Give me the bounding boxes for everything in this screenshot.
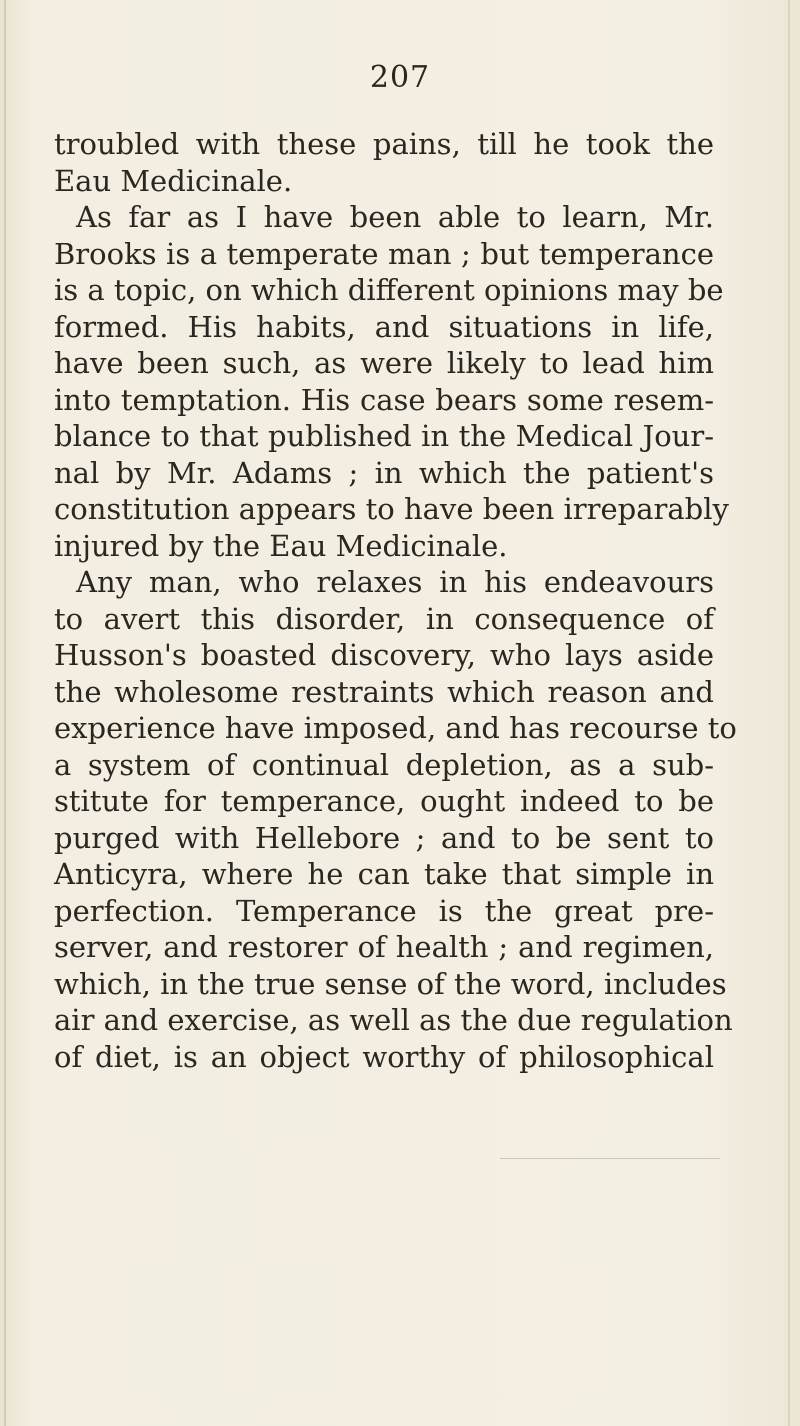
text-line: have been such, as were likely to lead him [54, 346, 714, 380]
text-line: which, in the true sense of the word, includes [54, 966, 727, 1001]
text-line: Eau Medicinale. [54, 163, 293, 198]
text-line: perfection. Temperance is the great pre- [54, 893, 714, 928]
page-right-edge [788, 0, 790, 1426]
text-line: the wholesome restraints which reason and [54, 674, 714, 709]
text-line: is a topic, on which different opinions may be [54, 273, 724, 307]
text-line: As far as I have been able to learn, Mr. [76, 200, 714, 234]
text-line: stitute for temperance, ought indeed to be [54, 784, 714, 818]
text-line: of diet, is an object worthy of philosophical [54, 1039, 714, 1074]
text-line: Husson's boasted discovery, who lays aside [54, 638, 714, 672]
text-line: to avert this disorder, in consequence of [54, 601, 714, 636]
text-line: air and exercise, as well as the due regulation [54, 1003, 733, 1037]
text-line: formed. His habits, and situations in life, [54, 309, 714, 344]
bleed-through-mark [500, 1158, 720, 1159]
text-line: server, and restorer of health ; and regimen, [54, 930, 714, 964]
text-line: Any man, who relaxes in his endeavours [76, 565, 714, 599]
text-line: into temptation. His case bears some resem- [54, 382, 714, 417]
text-line: Anticyra, where he can take that simple in [54, 857, 714, 891]
page-left-edge [4, 0, 6, 1426]
text-line: constitution appears to have been irreparably [54, 492, 729, 526]
text-line: nal by Mr. Adams ; in which the patient's [54, 455, 714, 490]
text-line: blance to that published in the Medical Jour- [54, 419, 714, 453]
text-line: purged with Hellebore ; and to be sent to [54, 820, 714, 855]
page-number: 207 [369, 60, 431, 95]
text-line: injured by the Eau Medicinale. [54, 528, 508, 563]
text-line: Brooks is a temperate man ; but temperance [54, 236, 714, 271]
body-text [54, 126, 737, 1075]
text-line: a system of continual depletion, as a sub- [54, 747, 714, 782]
text-line: troubled with these pains, till he took the [54, 127, 714, 161]
text-line: experience have imposed, and has recourse to [54, 711, 737, 745]
